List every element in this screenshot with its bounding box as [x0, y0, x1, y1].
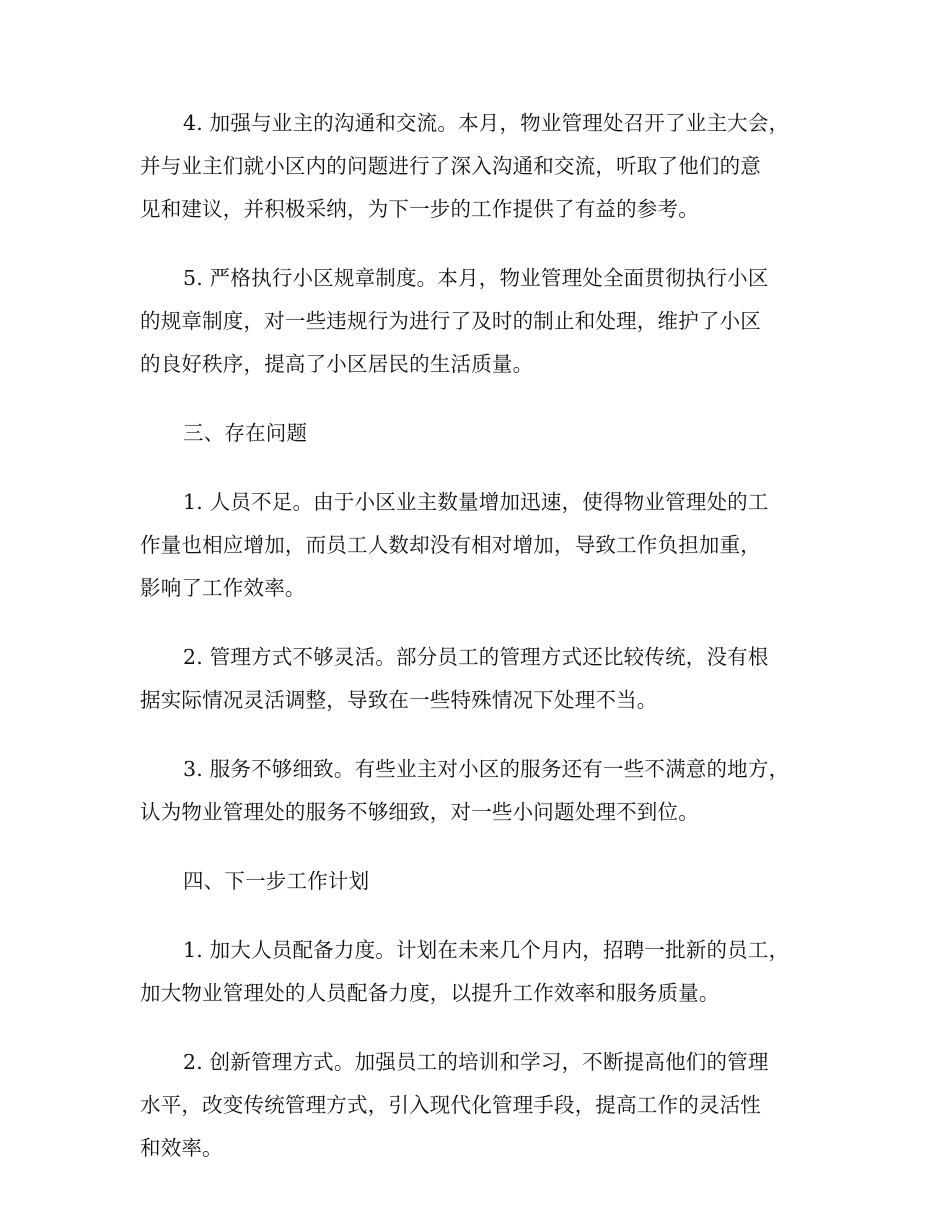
text-line: 的规章制度，对一些违规行为进行了及时的制止和处理，维护了小区: [140, 309, 761, 333]
text-line: 并与业主们就小区内的问题进行了深入沟通和交流，听取了他们的意: [140, 154, 761, 178]
text-line: 2. 管理方式不够灵活。部分员工的管理方式还比较传统，没有根: [183, 645, 769, 669]
section-heading-plan: [140, 860, 840, 903]
paragraph-problem-staffing: [140, 481, 840, 610]
paragraph-owner-communication: [140, 102, 840, 231]
text-line: 影响了工作效率。: [140, 576, 306, 600]
text-line: 的良好秩序，提高了小区居民的生活质量。: [140, 352, 534, 376]
paragraph-regulations: [140, 257, 840, 386]
text-line: 作量也相应增加，而员工人数却没有相对增加，导致工作负担加重，: [140, 533, 761, 557]
text-line: 5. 严格执行小区规章制度。本月，物业管理处全面贯彻执行小区: [183, 266, 769, 290]
paragraph-plan-management: [140, 1041, 840, 1170]
text-line: 1. 人员不足。由于小区业主数量增加迅速，使得物业管理处的工: [183, 490, 769, 514]
text-line: 见和建议，并积极采纳，为下一步的工作提供了有益的参考。: [140, 197, 699, 221]
text-line: 3. 服务不够细致。有些业主对小区的服务还有一些不满意的地方，: [183, 757, 790, 781]
paragraph-problem-service: [140, 748, 840, 834]
text-line: 1. 加大人员配备力度。计划在未来几个月内，招聘一批新的员工，: [183, 938, 790, 962]
heading-line: 三、存在问题: [183, 421, 308, 445]
text-line: 加大物业管理处的人员配备力度，以提升工作效率和服务质量。: [140, 981, 720, 1005]
paragraph-plan-staffing: [140, 929, 840, 1015]
text-line: 认为物业管理处的服务不够细致，对一些小问题处理不到位。: [140, 800, 699, 824]
document-body: [140, 102, 840, 1196]
heading-line: 四、下一步工作计划: [183, 869, 370, 893]
paragraph-problem-management: [140, 636, 840, 722]
text-line: 和效率。: [140, 1136, 223, 1160]
text-line: 水平，改变传统管理方式，引入现代化管理手段，提高工作的灵活性: [140, 1093, 761, 1117]
text-line: 据实际情况灵活调整，导致在一些特殊情况下处理不当。: [140, 688, 658, 712]
section-heading-problems: [140, 412, 840, 455]
text-line: 4. 加强与业主的沟通和交流。本月，物业管理处召开了业主大会，: [183, 111, 790, 135]
text-line: 2. 创新管理方式。加强员工的培训和学习，不断提高他们的管理: [183, 1050, 769, 1074]
